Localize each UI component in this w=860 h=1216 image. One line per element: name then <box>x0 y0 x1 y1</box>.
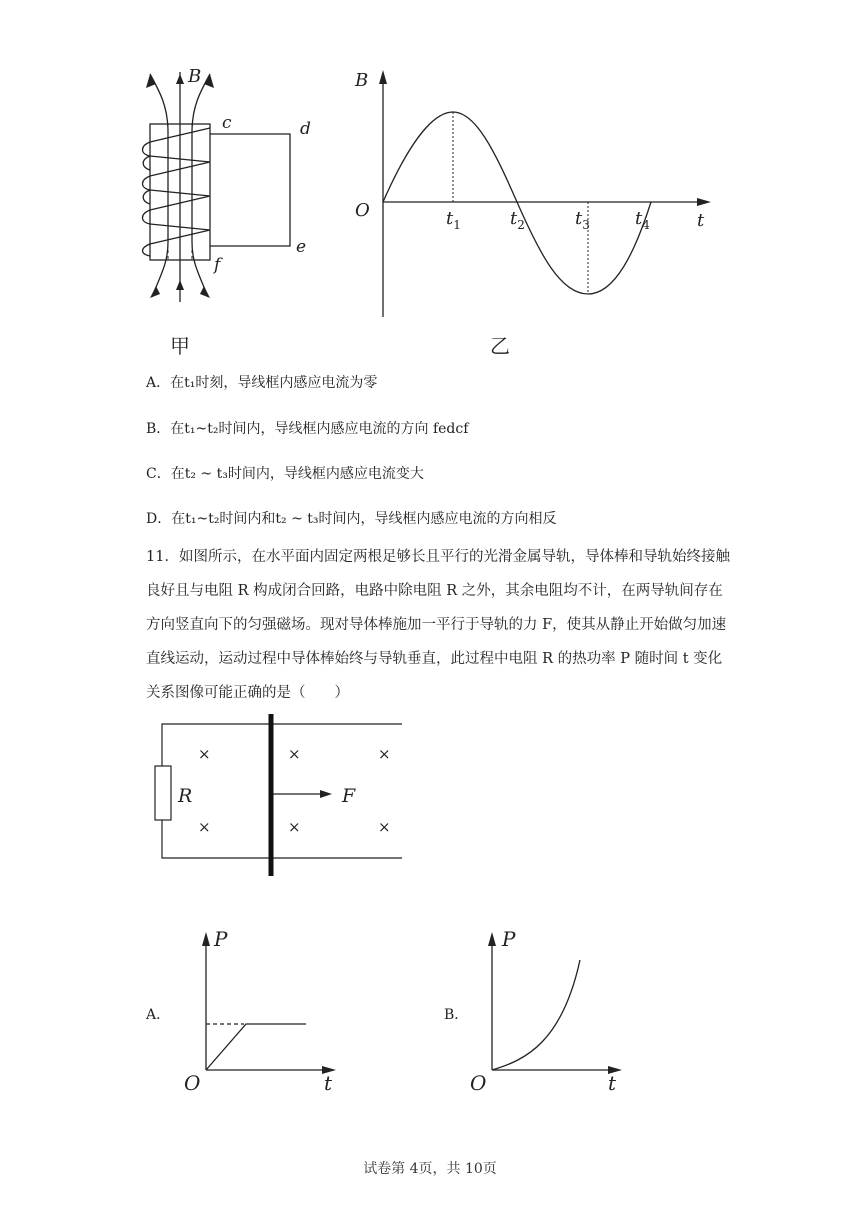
sine-curve <box>383 112 651 294</box>
x-axis-label: t <box>697 210 705 231</box>
resistor <box>155 766 171 820</box>
tick-t2: $t_2$ <box>510 208 525 232</box>
label-f: f <box>214 255 221 275</box>
graph-a-x-label: t <box>324 1071 333 1095</box>
wire-frame <box>210 134 290 246</box>
graph-b-y-label: P <box>502 927 516 951</box>
graph-b-x-label: t <box>608 1071 617 1095</box>
q11-option-a-label: A． <box>146 1007 171 1023</box>
solenoid-figure <box>130 62 330 322</box>
q10-option-d: D．在t₁~t₂时间内和t₂ ~ t₃时间内，导线框内感应电流的方向相反 <box>146 511 557 527</box>
graph-a-origin: O <box>184 1071 201 1095</box>
coil <box>143 128 211 256</box>
figure-yi-label: 乙 <box>490 334 510 358</box>
y-axis-label: B <box>355 70 369 91</box>
svg-text:×: × <box>198 818 211 836</box>
svg-text:×: × <box>198 745 211 763</box>
q11-text: 11．如图所示，在水平面内固定两根足够长且平行的光滑金属导轨，导体棒和导轨始终接触良好且与电阻 R 构成闭合回路，电路中除电阻 R 之外，其余电阻均不计，在两导轨间存在方向竖直向下的匀强磁场。现对导体棒施加一平行于导轨的力 F，使其从静止开始做匀加速直线运动，运动过程中导体棒始终与导轨垂直，此过程中电阻 R 的热功率 P 随时间 t 变化关系图像可能正确的是（ ） <box>146 549 730 701</box>
graph-b <box>466 924 636 1097</box>
tick-t3: $t_3$ <box>575 208 590 232</box>
graph-a-curve <box>206 1024 306 1070</box>
svg-text:×: × <box>288 818 301 836</box>
label-d: d <box>300 119 311 139</box>
origin-label: O <box>355 200 370 221</box>
label-c: c <box>222 113 232 133</box>
graph-a <box>180 922 350 1097</box>
svg-text:×: × <box>288 745 301 763</box>
label-e: e <box>296 237 307 257</box>
b-t-graph <box>345 62 725 327</box>
tick-t4: $t_4$ <box>635 208 650 232</box>
svg-text:×: × <box>378 818 391 836</box>
q10-option-b: B．在t₁~t₂时间内，导线框内感应电流的方向 fedcf <box>146 421 469 437</box>
graph-b-curve <box>492 960 580 1070</box>
graph-a-y-label: P <box>214 927 228 951</box>
rail-circuit-figure <box>150 710 410 880</box>
graph-b-origin: O <box>470 1071 487 1095</box>
field-lines <box>150 72 210 302</box>
svg-text:×: × <box>378 745 391 763</box>
label-B: B <box>188 66 202 87</box>
label-F: F <box>342 785 356 807</box>
q11-option-b-label: B． <box>444 1007 469 1023</box>
magnetic-field-marks <box>198 745 391 836</box>
page-footer: 试卷第 4页，共 10页 <box>363 1161 497 1177</box>
q10-option-a: A．在t₁时刻，导线框内感应电流为零 <box>146 375 378 391</box>
label-R: R <box>178 785 193 807</box>
figure-jia-label: 甲 <box>170 334 190 358</box>
tick-t1: $t_1$ <box>446 208 461 232</box>
q10-option-c: C．在t₂ ~ t₃时间内，导线框内感应电流变大 <box>146 466 424 482</box>
